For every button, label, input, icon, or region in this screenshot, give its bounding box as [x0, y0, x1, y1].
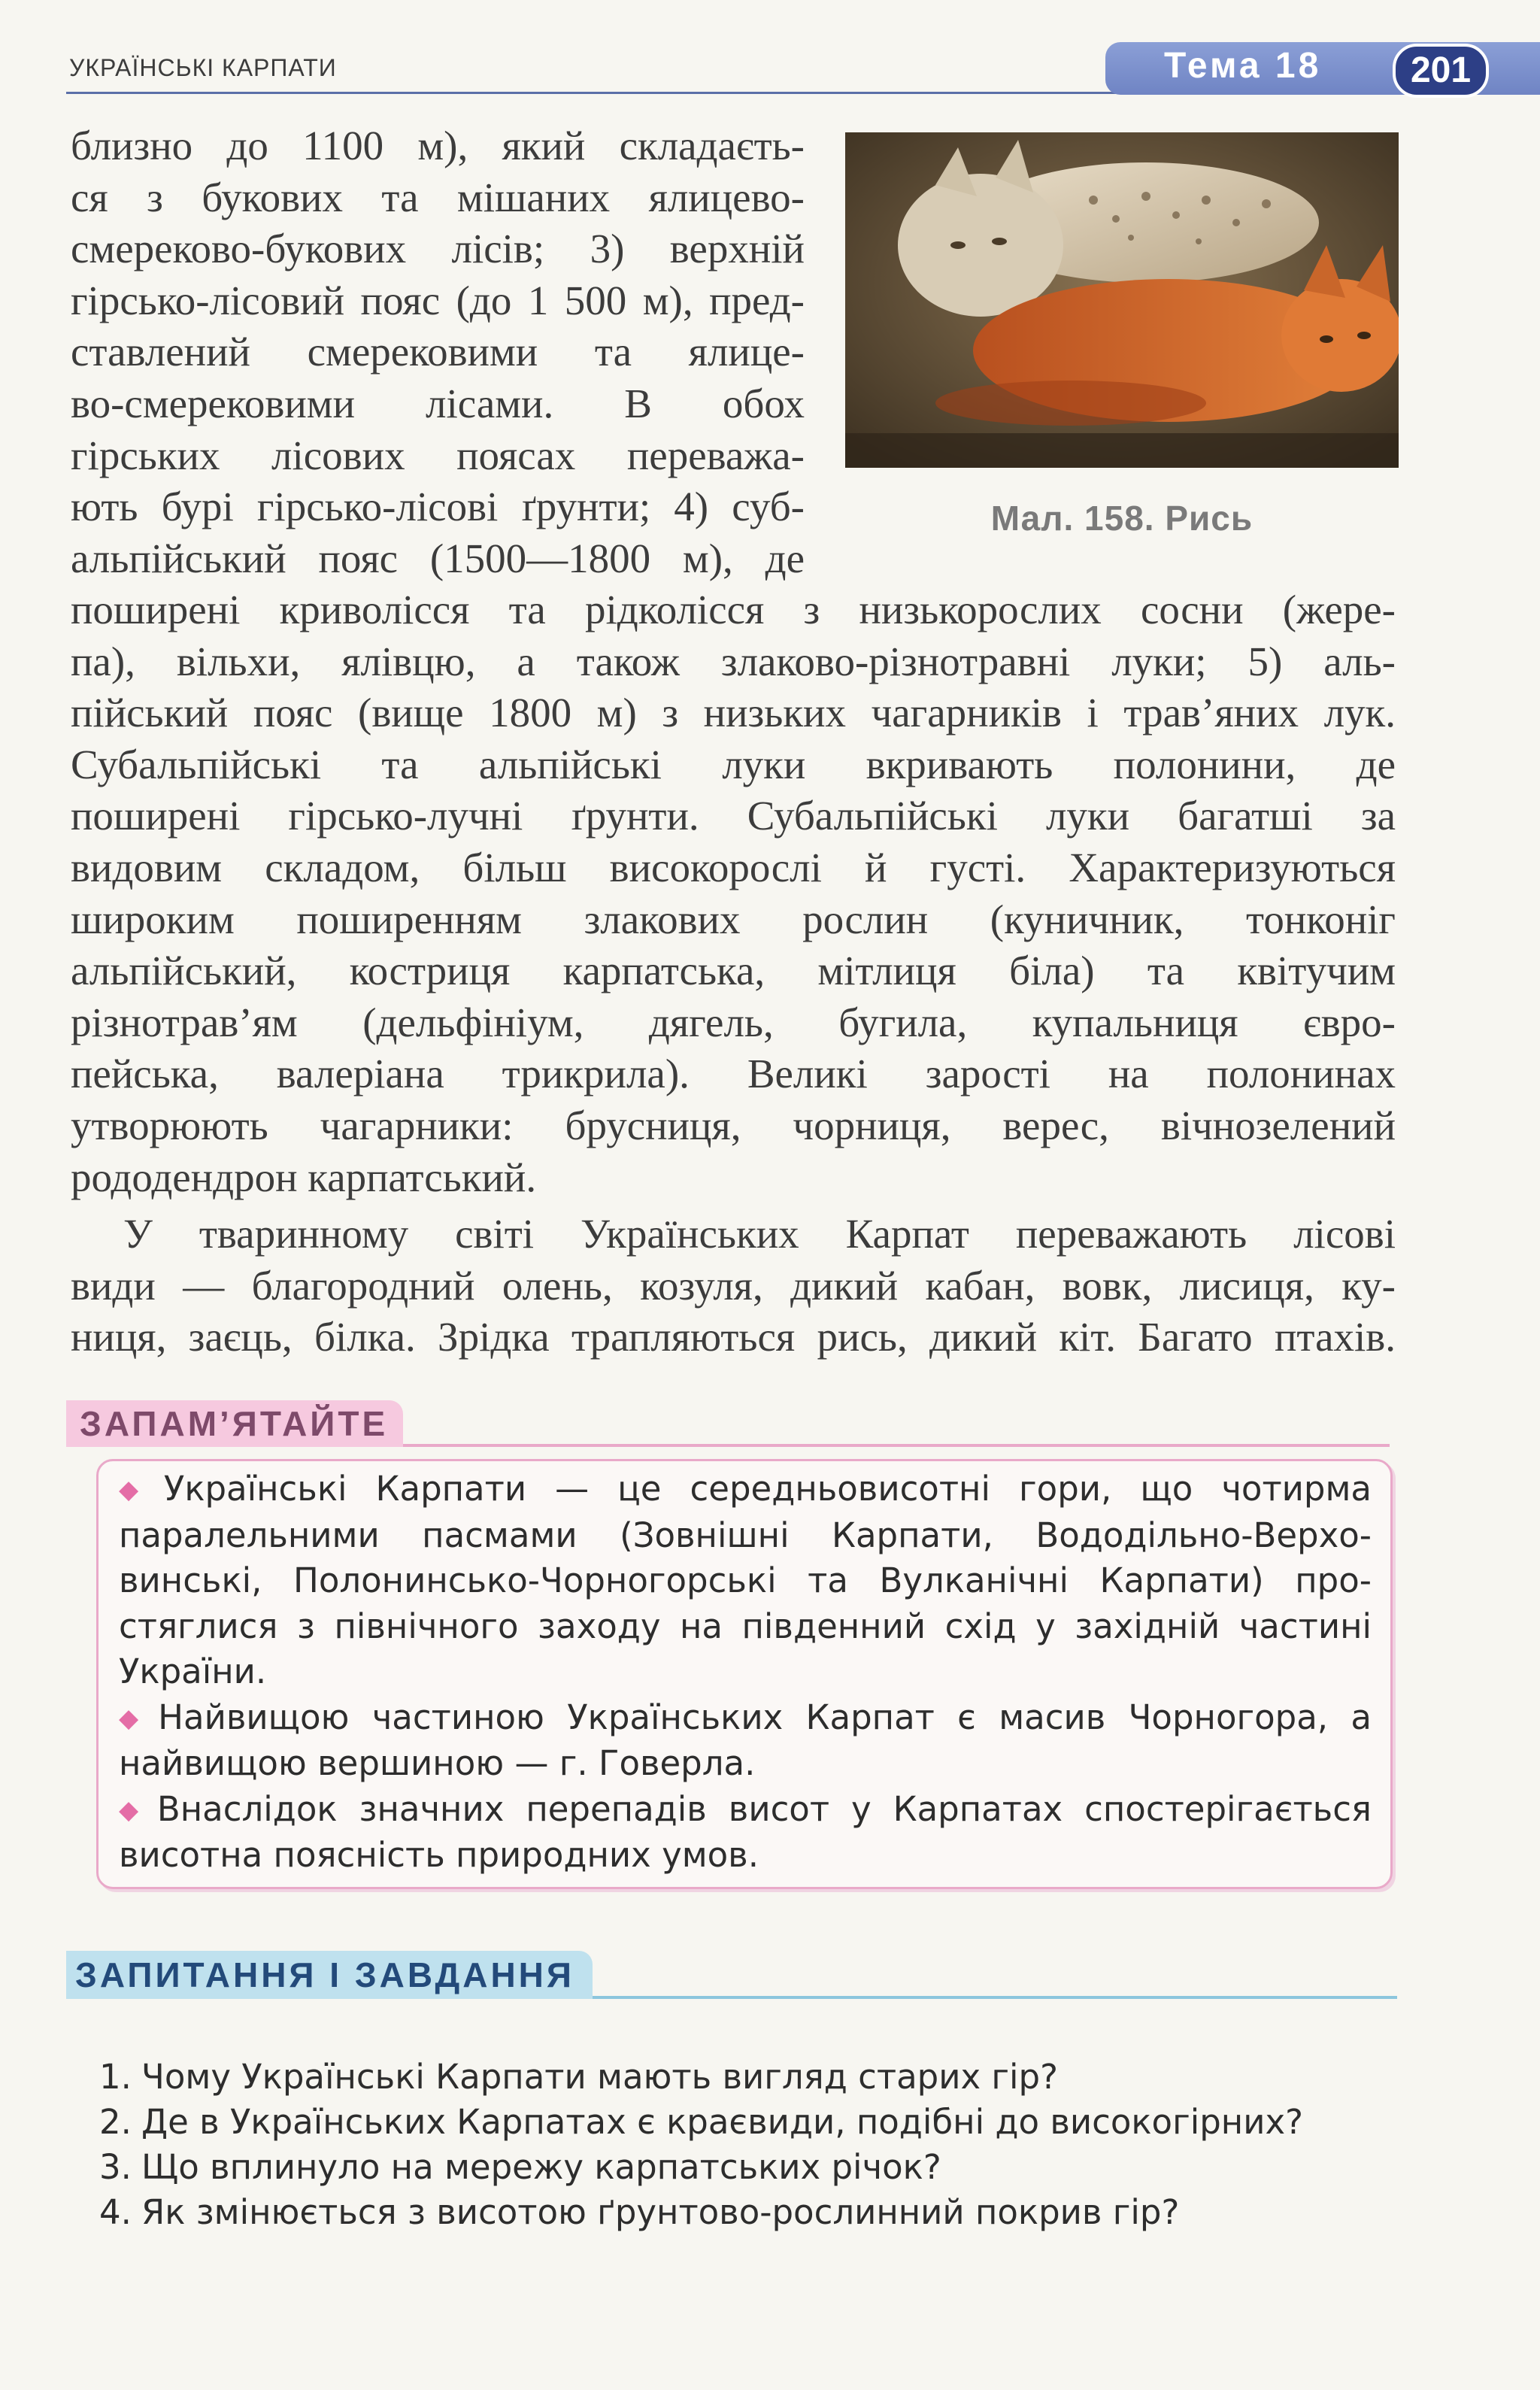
- bullet-icon: ◆: [119, 1703, 151, 1733]
- bullet-icon: ◆: [119, 1475, 156, 1505]
- text-segment: Найвищою частиною Українських Карпат є масив Чорногора, а: [158, 1697, 1372, 1737]
- text-line: близно до 1100 м), який складаєть-: [71, 123, 805, 168]
- question-text: Що вплинуло на мережу карпатських річок?: [141, 2147, 941, 2187]
- remember-line: [119, 1695, 1372, 1742]
- text-line: альпійський пояс (1500—1800 м), де: [71, 535, 805, 581]
- body-text-top: [71, 120, 805, 584]
- question-number: 4.: [99, 2192, 132, 2232]
- page-number: 201: [1393, 44, 1489, 98]
- bullet-icon: ◆: [119, 1794, 150, 1825]
- text-line: У тваринному світі Українських Карпат переважають лісові: [123, 1211, 1396, 1257]
- text-line: ють бурі гірсько-лісові ґрунти; 4) суб-: [71, 484, 805, 530]
- text-line: Субальпійські та альпійські луки вкривають полонини, де: [71, 741, 1396, 787]
- text-line: пейська, валеріана трикрила). Великі зарості на полонинах: [71, 1051, 1396, 1097]
- question-number: 2.: [99, 2102, 132, 2142]
- question-text: Де в Українських Карпатах є краєвиди, подібні до високогірних?: [141, 2102, 1303, 2142]
- text-line: поширені криволісся та рідколісся з низькорослих сосни (жере-: [71, 587, 1396, 632]
- list-item: [99, 2190, 1393, 2235]
- body-text-fauna: [71, 1209, 1396, 1363]
- text-line: па), вільхи, ялівцю, а також злаково-різнотравні луки; 5) аль-: [71, 638, 1396, 684]
- text-line: во-смерековими лісами. В обох: [71, 380, 805, 426]
- list-item: [99, 2145, 1393, 2190]
- question-text: Як змінюється з висотою ґрунтово-рослинний покрив гір?: [141, 2192, 1180, 2232]
- topic-label: Тема 18: [1164, 46, 1322, 86]
- text-line: ниця, заєць, білка. Зрідка трапляються рись, дикий кіт. Багато птахів.: [71, 1314, 1396, 1360]
- question-text: Чому Українські Карпати мають вигляд старих гір?: [141, 2057, 1058, 2097]
- text-line: види — благородний олень, козуля, дикий кабан, вовк, лисиця, ку-: [71, 1262, 1396, 1309]
- text-line: поширені гірсько-лучні ґрунти. Субальпійські луки багатші за: [71, 793, 1396, 839]
- text-line: пійський пояс (вище 1800 м) з низьких чагарників і трав’яних лук.: [71, 690, 1396, 736]
- text-segment: смереково-букових лісів; 3) верхній: [71, 226, 805, 272]
- text-segment: Українські Карпати — це середньовисотні гори, що чотирма: [163, 1469, 1372, 1509]
- text-line: широким поширенням злакових рослин (куничник, тонконіг: [71, 896, 1396, 942]
- text-line: [71, 223, 805, 275]
- lynx-illustration: [845, 132, 1399, 468]
- text-line: гірсько-лісовий пояс (до 1 500 м), пред-: [71, 277, 805, 323]
- text-line: рододендрон карпатський.: [71, 1154, 537, 1200]
- text-line: альпійський, костриця карпатська, мітлиця біла) та квітучим: [71, 948, 1396, 994]
- remember-heading: ЗАПАМ’ЯТАЙТЕ: [66, 1400, 403, 1447]
- remember-line: України.: [119, 1651, 267, 1691]
- body-text-middle: [71, 584, 1396, 1203]
- remember-line: винські, Полонинсько-Чорногорські та Вулканічні Карпати) про-: [119, 1560, 1372, 1600]
- questions-list: [99, 2055, 1393, 2235]
- remember-line: [119, 1787, 1372, 1833]
- question-number: 3.: [99, 2147, 132, 2187]
- list-item: [99, 2100, 1393, 2145]
- text-line: ставлений смерековими та ялице-: [71, 329, 805, 375]
- remember-line: висотна поясність природних умов.: [119, 1835, 759, 1875]
- text-line: утворюють чагарники: брусниця, чорниця, верес, вічнозелений: [71, 1102, 1396, 1148]
- text-segment: Внаслідок значних перепадів висот у Карпатах спостерігається: [156, 1788, 1372, 1829]
- text-line: ся з букових та мішаних ялицево-: [71, 174, 805, 220]
- text-line: різнотрав’ям (дельфініум, дягель, бугила, купальниця євро-: [71, 999, 1396, 1045]
- question-number: 1.: [99, 2057, 132, 2097]
- text-line: видовим складом, більш високорослі й густі. Характеризуються: [71, 844, 1396, 890]
- list-item: [99, 2055, 1393, 2100]
- questions-heading: ЗАПИТАННЯ І ЗАВДАННЯ: [66, 1951, 593, 1999]
- figure-caption: Мал. 158. Рись: [990, 499, 1254, 538]
- remember-line: паралельними пасмами (Зовнішні Карпати, Вододільно-Верхо-: [119, 1515, 1372, 1555]
- remember-text: [119, 1466, 1372, 1879]
- lynx-photo: [845, 132, 1399, 468]
- remember-line: найвищою вершиною — г. Говерла.: [119, 1743, 756, 1783]
- remember-line: [119, 1466, 1372, 1513]
- running-header-section: УКРАЇНСЬКІ КАРПАТИ: [69, 54, 337, 81]
- remember-line: стяглися з північного заходу на південний схід у західній частині: [119, 1606, 1372, 1646]
- text-line: гірських лісових поясах переважа-: [71, 432, 805, 478]
